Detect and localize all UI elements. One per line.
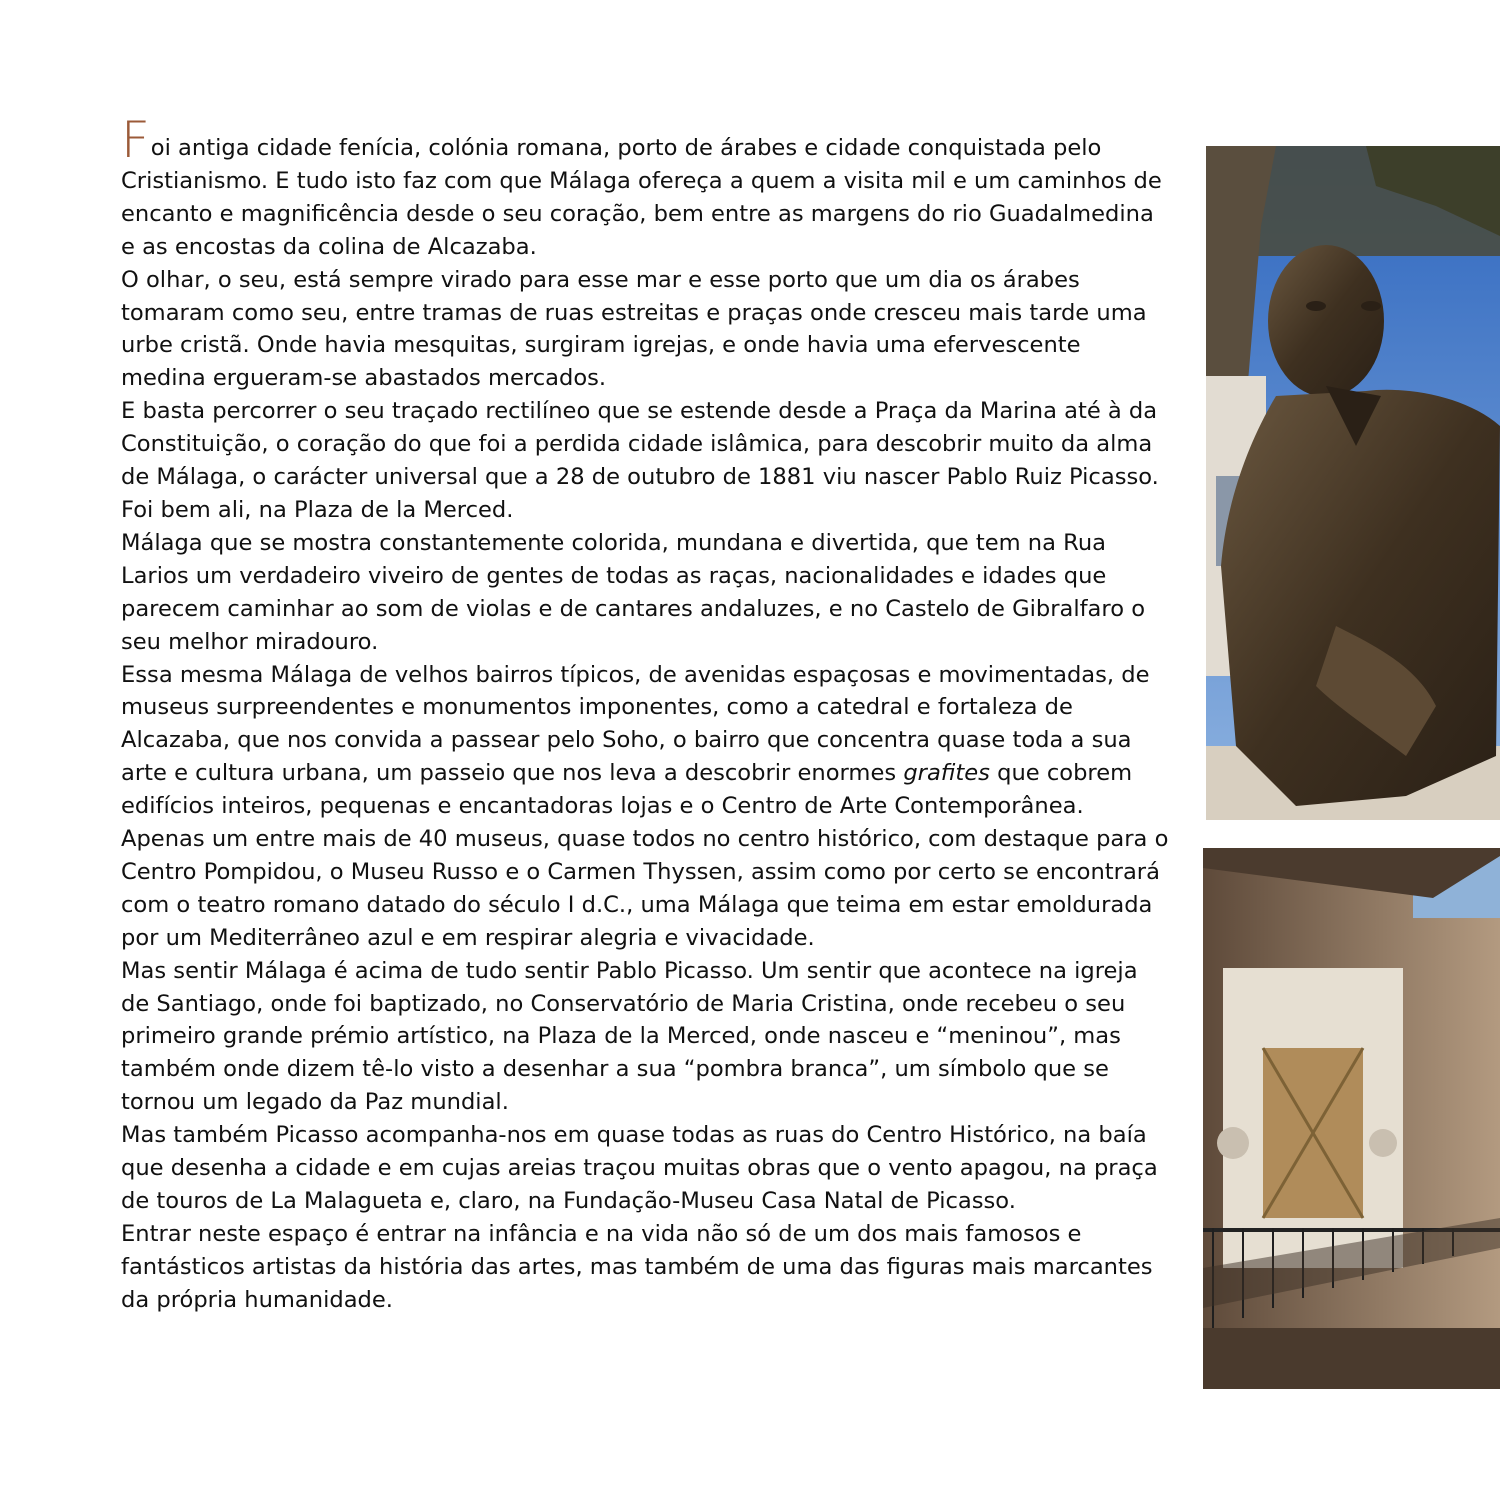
paragraph-1 <box>121 111 1171 264</box>
paragraph-5-text-b: que cobrem edifícios inteiros, pequenas e encantadoras lojas e o Centro de Arte Contemporânea. Apenas um entre mais de 40 museus, quase todos no centro histórico, com destaque para o Centro Pompidou, o Museu Russo e o Carmen Thyssen, assim como por certo se encontrará com o teatro romano datado do século I d.C., uma Málaga que teima em estar emoldurada por um Mediterrâneo azul e em respirar alegria e vivacidade. <box>121 760 1169 951</box>
paragraph-5 <box>121 659 1171 955</box>
picasso-statue-photo <box>1206 146 1500 820</box>
paragraph-8: Entrar neste espaço é entrar na infância e na vida não só de um dos mais famosos e fantásticos artistas da história das artes, mas também de uma das figuras mais marcantes da própria humanidade. <box>121 1220 1153 1313</box>
paragraph-6: Mas sentir Málaga é acima de tudo sentir Pablo Picasso. Um sentir que acontece na igreja de Santiago, onde foi baptizado, no Conservatório de Maria Cristina, onde recebeu o seu primeiro grande prémio artístico, na Plaza de la Merced, onde nasceu e “meninou”, mas também onde dizem tê-lo visto a desenhar a sua “pombra branca”, um símbolo que se tornou um legado da Paz mundial. <box>121 957 1138 1116</box>
paragraph-5-text-a: Essa mesma Málaga de velhos bairros típicos, de avenidas espaçosas e movimentadas, de museus surpreendentes e monumentos imponentes, como a catedral e fortaleza de Alcazaba, que nos convida a passear pelo Soho, o bairro que concentra quase toda a sua arte e cultura urbana, um passeio que nos leva a descobrir enormes <box>121 661 1150 787</box>
casa-natal-photo <box>1203 848 1500 1389</box>
paragraph-2: O olhar, o seu, está sempre virado para esse mar e esse porto que um dia os árabes tomaram como seu, entre tramas de ruas estreitas e praças onde cresceu mais tarde uma urbe cristã. Onde havia mesquitas, surgiram igrejas, e onde havia uma efervescente medina ergueram-se abastados mercados. <box>121 266 1147 392</box>
paragraph-3: E basta percorrer o seu traçado rectilíneo que se estende desde a Praça da Marina até à da Constituição, o coração do que foi a perdida cidade islâmica, para descobrir muito da alma de Málaga, o carácter universal que a 28 de outubro de 1881 viu nascer Pablo Ruiz Picasso. Foi bem ali, na Plaza de la Merced. <box>121 398 1159 523</box>
paragraph-7: Mas também Picasso acompanha-nos em quase todas as ruas do Centro Histórico, na baía que desenha a cidade e em cujas areias traçou muitas obras que o vento apagou, na praça de touros de La Malagueta e, claro, na Fundação-Museu Casa Natal de Picasso. <box>121 1122 1158 1214</box>
grafites-italic: grafites <box>903 760 990 787</box>
paragraph-4: Málaga que se mostra constantemente colorida, mundana e divertida, que tem na Rua Larios um verdadeiro viveiro de gentes de todas as raças, nacionalidades e idades que parecem caminhar ao som de violas e de cantares andaluzes, e no Castelo de Gibralfaro o seu melhor miradouro. <box>121 529 1146 655</box>
article-body <box>121 111 1171 1317</box>
drop-cap: F <box>121 111 150 169</box>
picasso-statue-illustration <box>1206 146 1500 820</box>
paragraph-1-text: oi antiga cidade fenícia, colónia romana, porto de árabes e cidade conquistada pelo Cristianismo. E tudo isto faz com que Málaga ofereça a quem a visita mil e um caminhos de encanto e magnificência desde o seu coração, bem entre as margens do rio Guadalmedina e as encostas da colina de Alcazaba. <box>121 135 1162 260</box>
casa-natal-illustration <box>1203 848 1500 1389</box>
